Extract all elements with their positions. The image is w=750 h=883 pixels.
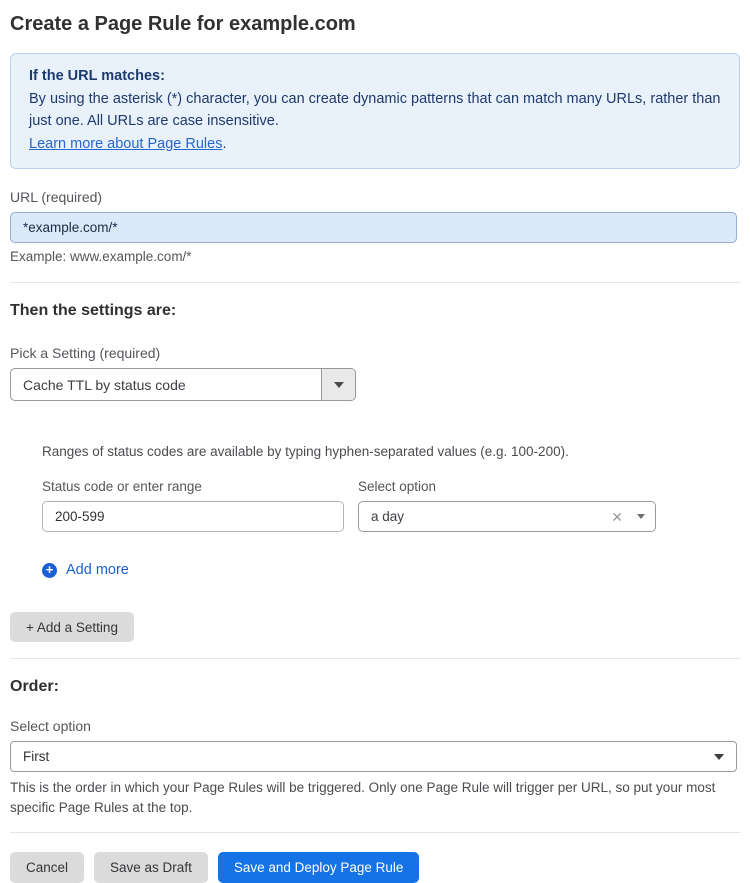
link-period: .: [222, 135, 227, 152]
cache-ttl-sub-settings: [42, 444, 740, 579]
caret-down-icon: [334, 382, 344, 388]
caret-down-icon: [637, 514, 645, 519]
status-code-label: Status code or enter range: [42, 479, 202, 494]
add-circle-icon: +: [42, 563, 57, 578]
pick-setting-label: Pick a Setting (required): [10, 345, 161, 361]
info-box-body: By using the asterisk (*) character, you can create dynamic patterns that can match many URLs, rather than just one. All URLs are case insensitive.: [29, 90, 721, 129]
order-select[interactable]: [10, 741, 737, 772]
info-box-link-line: [29, 133, 721, 156]
divider: [10, 658, 740, 659]
ttl-select-value: a day: [371, 509, 405, 524]
order-select-value: First: [23, 749, 50, 764]
status-code-field: [42, 479, 344, 532]
page-title: Create a Page Rule for example.com: [10, 13, 356, 35]
divider: [10, 832, 740, 833]
order-heading: Order:: [10, 678, 59, 695]
url-field-label: URL (required): [10, 189, 103, 205]
ttl-select[interactable]: [358, 501, 656, 532]
setting-dropdown-value: Cache TTL by status code: [23, 376, 186, 393]
url-input[interactable]: [10, 212, 737, 243]
status-code-input[interactable]: [42, 501, 344, 532]
url-example-text: Example: www.example.com/*: [10, 249, 192, 264]
order-description: This is the order in which your Page Rules will be triggered. Only one Page Rule will trigger per URL, so put your most specific Page Rules at the top.: [10, 780, 716, 815]
setting-dropdown-button[interactable]: [321, 369, 355, 400]
add-more-button[interactable]: [42, 562, 129, 578]
divider: [10, 282, 740, 283]
footer-actions: [10, 852, 740, 883]
ttl-field: [358, 479, 656, 532]
settings-heading: Then the settings are:: [10, 302, 177, 319]
save-as-draft-button[interactable]: Save as Draft: [94, 852, 208, 883]
caret-down-icon: [714, 754, 724, 760]
save-and-deploy-button[interactable]: Save and Deploy Page Rule: [218, 852, 420, 883]
clear-icon[interactable]: ✕: [611, 508, 623, 525]
add-more-label: Add more: [66, 562, 129, 578]
url-match-info-box: [10, 53, 740, 169]
cancel-button[interactable]: Cancel: [10, 852, 84, 883]
info-box-heading: If the URL matches:: [29, 68, 165, 84]
setting-dropdown[interactable]: [10, 368, 356, 401]
ttl-select-label: Select option: [358, 479, 437, 494]
order-select-label: Select option: [10, 718, 91, 734]
learn-more-link[interactable]: Learn more about Page Rules: [29, 135, 223, 152]
status-code-row: [42, 479, 740, 532]
add-setting-button[interactable]: + Add a Setting: [10, 612, 134, 642]
status-range-hint: Ranges of status codes are available by typing hyphen-separated values (e.g. 100-200).: [42, 444, 569, 459]
